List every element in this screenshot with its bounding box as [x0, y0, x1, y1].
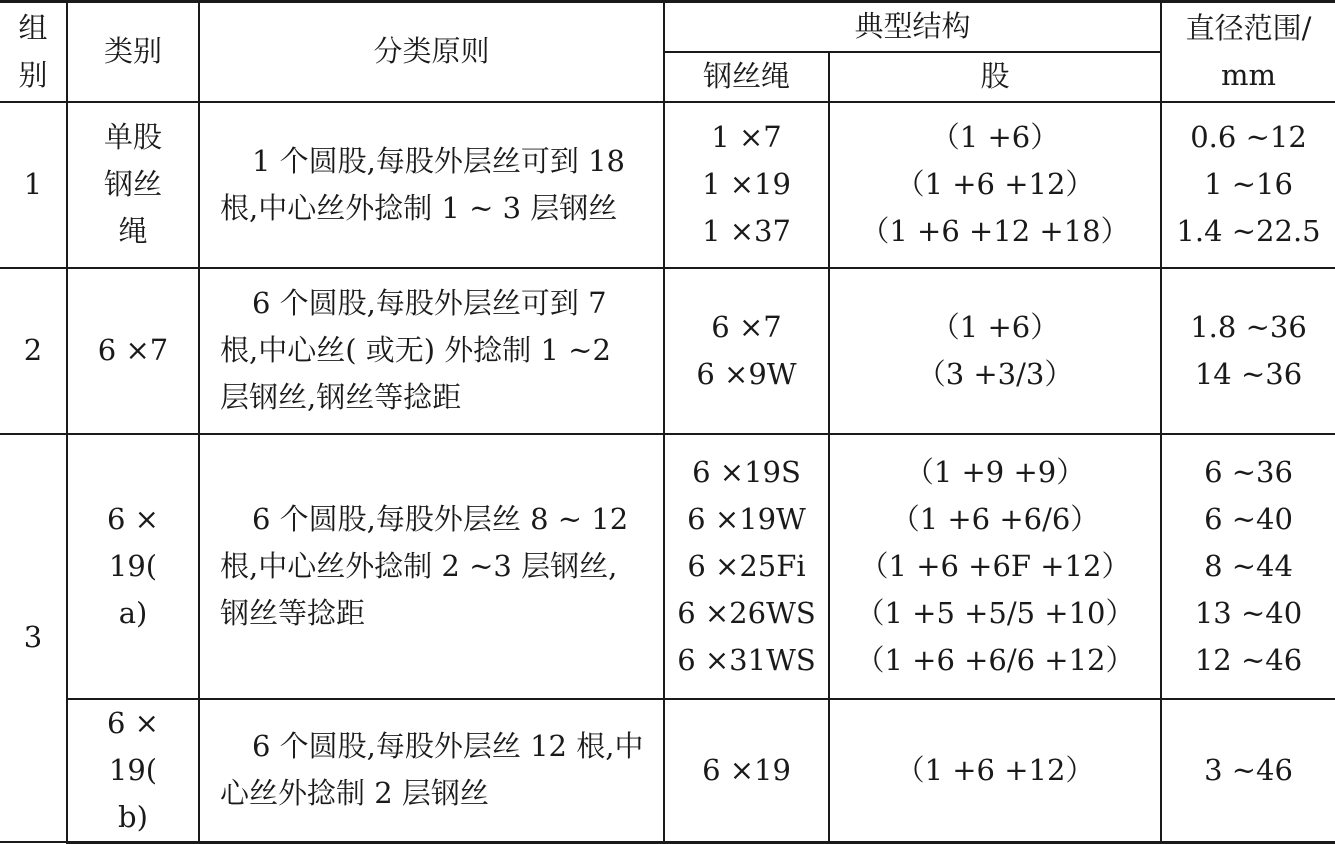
table-row [0, 699, 1335, 843]
strand-structure: （1 +6 +12 +18） [860, 214, 1130, 248]
diameter-cell [1161, 699, 1335, 843]
diameter-range: 1 ~16 [1204, 167, 1293, 201]
rope-structure: 6 ×7 [711, 309, 782, 344]
diameter-range: 8 ~44 [1204, 548, 1293, 583]
group-cell: 2 [0, 268, 67, 434]
principle-cell: 1 个圆股,每股外层丝可到 18 根,中心丝外捻制 1 ~ 3 层钢丝 [199, 102, 664, 268]
rope-structure-cell [664, 699, 829, 843]
category-cell: 6 × 19( a) [67, 434, 199, 699]
table-row [0, 434, 1335, 699]
strand-structure-cell [829, 434, 1161, 699]
rope-structure-cell [664, 102, 829, 268]
header-category: 类别 [67, 2, 199, 102]
group-cell: 3 [0, 434, 67, 843]
strand-structure: （1 +5 +5/5 +10） [855, 595, 1135, 630]
diameter-range: 6 ~36 [1204, 454, 1293, 489]
rope-structure: 6 ×9W [696, 356, 797, 391]
diameter-range: 3 ~46 [1204, 752, 1293, 787]
table-row [0, 102, 1335, 268]
header-diameter-label: 直径范围/ [1185, 10, 1312, 45]
diameter-cell [1161, 102, 1335, 268]
diameter-cell [1161, 268, 1335, 434]
rope-structure: 6 ×25Fi [687, 548, 806, 583]
header-diameter-range [1161, 2, 1335, 102]
header-group: 组别 [0, 2, 67, 102]
rope-structure: 6 ×31WS [677, 642, 816, 677]
rope-structure: 6 ×26WS [677, 595, 816, 630]
diameter-range: 14 ~36 [1194, 356, 1303, 391]
header-principle: 分类原则 [199, 2, 664, 102]
rope-structure-cell [664, 434, 829, 699]
table-row [0, 268, 1335, 434]
strand-structure-cell [829, 102, 1161, 268]
header-row-1 [0, 2, 1335, 52]
principle-cell: 6 个圆股,每股外层丝 8 ~ 12 根,中心丝外捻制 2 ~3 层钢丝,钢丝等捻距 [199, 434, 664, 699]
strand-structure: （1 +6） [930, 120, 1060, 154]
principle-cell: 6 个圆股,每股外层丝可到 7 根,中心丝( 或无) 外捻制 1 ~2 层钢丝,钢丝等捻距 [199, 268, 664, 434]
category-cell: 6 ×7 [67, 268, 199, 434]
strand-structure-cell [829, 268, 1161, 434]
strand-structure: （1 +6 +6F +12） [859, 548, 1131, 583]
category-cell: 单股钢丝绳 [67, 102, 199, 268]
strand-structure: （1 +6 +6/6） [890, 501, 1100, 536]
diameter-range: 1.4 ~22.5 [1176, 214, 1321, 248]
strand-structure-cell [829, 699, 1161, 843]
rope-structure: 6 ×19S [692, 454, 801, 489]
diameter-range: 1.8 ~36 [1190, 309, 1307, 344]
category-cell: 6 × 19( b) [67, 699, 199, 843]
rope-structure: 1 ×37 [702, 214, 791, 248]
diameter-range: 13 ~40 [1194, 595, 1303, 630]
principle-cell: 6 个圆股,每股外层丝 12 根,中心丝外捻制 2 层钢丝 [199, 699, 664, 843]
strand-structure: （1 +6 +6/6 +12） [855, 642, 1135, 677]
strand-structure: （1 +9 +9） [904, 454, 1086, 489]
rope-structure-cell [664, 268, 829, 434]
strand-structure: （1 +6） [930, 309, 1060, 344]
diameter-range: 0.6 ~12 [1190, 120, 1307, 154]
diameter-range: 6 ~40 [1204, 501, 1293, 536]
rope-structure: 6 ×19W [687, 501, 806, 536]
strand-structure: （1 +6 +12） [895, 167, 1095, 201]
header-strand: 股 [829, 52, 1161, 102]
strand-structure: （3 +3/3） [916, 356, 1074, 391]
header-typical-structure: 典型结构 [664, 2, 1161, 52]
rope-structure: 1 ×19 [702, 167, 791, 201]
header-diameter-unit: mm [1221, 57, 1277, 92]
strand-structure: （1 +6 +12） [895, 752, 1095, 787]
diameter-cell [1161, 434, 1335, 699]
group-cell: 1 [0, 102, 67, 268]
rope-structure: 1 ×7 [711, 120, 782, 154]
header-wire-rope: 钢丝绳 [664, 52, 829, 102]
rope-structure: 6 ×19 [702, 752, 791, 787]
diameter-range: 12 ~46 [1194, 642, 1303, 677]
